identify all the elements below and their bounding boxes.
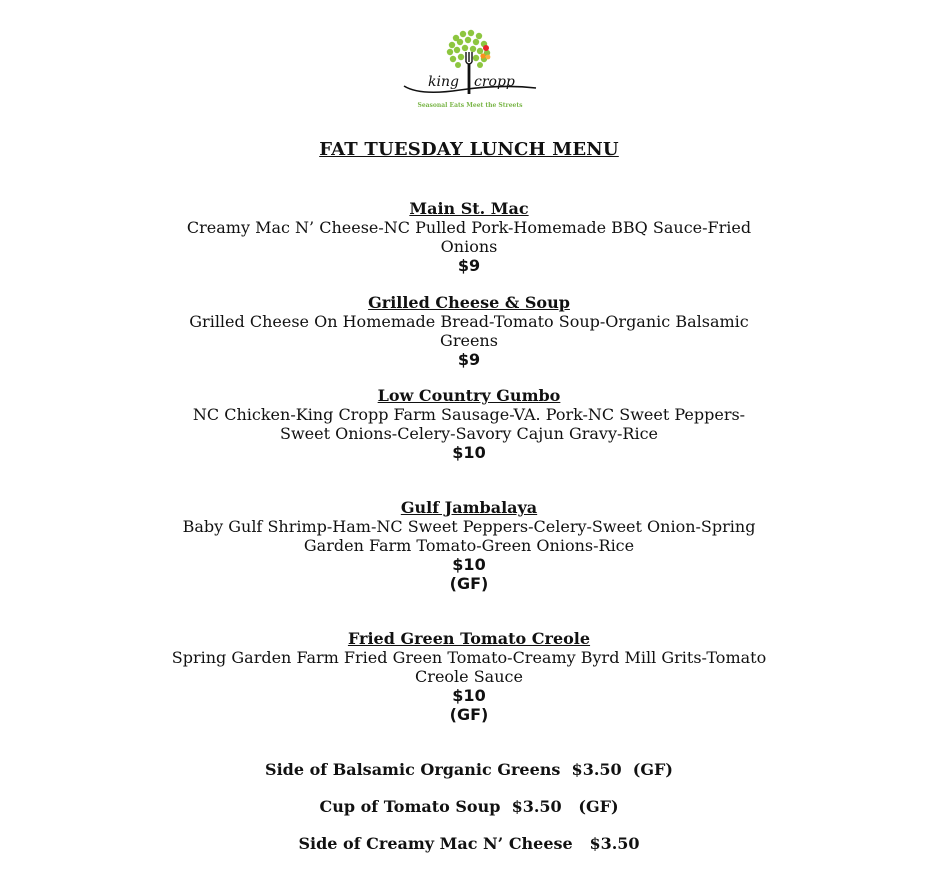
king-cropp-logo <box>400 28 540 112</box>
menu-item <box>0 498 938 593</box>
menu-item <box>0 386 938 462</box>
item-description: Creamy Mac N’ Cheese-NC Pulled Pork-Homemade BBQ Sauce-Fried Onions <box>186 218 752 256</box>
menu-title: FAT TUESDAY LUNCH MENU <box>319 139 619 160</box>
item-description: Spring Garden Farm Fried Green Tomato-Creamy Byrd Mill Grits-Tomato Creole Sauce <box>171 648 767 686</box>
tree-fork-icon <box>400 28 540 112</box>
item-description: Baby Gulf Shrimp-Ham-NC Sweet Peppers-Celery-Sweet Onion-Spring Garden Farm Tomato-Green Onions-Rice <box>182 517 756 555</box>
item-price: $9 <box>457 256 481 275</box>
svg-text:king: king <box>428 74 459 90</box>
gluten-free-badge: (GF) <box>449 705 489 724</box>
item-name: Gulf Jambalaya <box>400 498 538 517</box>
svg-text:cropp: cropp <box>474 74 515 90</box>
svg-text:Seasonal Eats Meet the Streets: Seasonal Eats Meet the Streets <box>417 102 523 109</box>
item-name: Main St. Mac <box>409 199 529 218</box>
item-price: $9 <box>457 350 481 369</box>
item-description: Grilled Cheese On Homemade Bread-Tomato Soup-Organic Balsamic Greens <box>189 312 749 350</box>
item-price: $10 <box>452 443 486 462</box>
menu-item <box>0 293 938 369</box>
side-item: Cup of Tomato Soup $3.50 (GF) <box>319 797 619 816</box>
side-item: Side of Creamy Mac N’ Cheese $3.50 <box>298 834 640 853</box>
item-price: $10 <box>452 555 486 574</box>
side-item: Side of Balsamic Organic Greens $3.50 (GF) <box>265 760 673 779</box>
item-name: Low Country Gumbo <box>377 386 561 405</box>
menu-item <box>0 199 938 275</box>
item-description: NC Chicken-King Cropp Farm Sausage-VA. Pork-NC Sweet Peppers-Sweet Onions-Celery-Savory Cajun Gravy-Rice <box>192 405 746 443</box>
item-price: $10 <box>452 686 486 705</box>
gluten-free-badge: (GF) <box>449 574 489 593</box>
item-name: Fried Green Tomato Creole <box>347 629 591 648</box>
item-name: Grilled Cheese & Soup <box>368 293 570 312</box>
menu-item <box>0 629 938 724</box>
